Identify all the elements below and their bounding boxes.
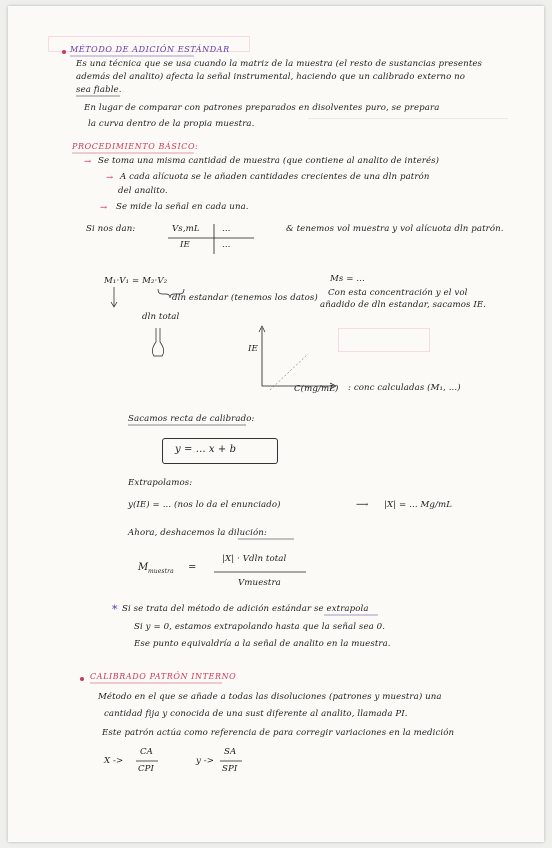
flask-icon [152, 328, 163, 356]
y-numerator: SA [224, 747, 237, 757]
extrapolation-eq: y(IE) = ... (nos lo da el enunciado) [128, 500, 281, 510]
note-line: Ese punto equivaldría a la señal de analito en la muestra. [134, 639, 391, 649]
table-cell: IE [180, 240, 190, 250]
procedure-step: del analito. [118, 186, 168, 196]
x-denominator: CPI [138, 764, 155, 774]
section-heading: CALIBRADO PATRÓN INTERNO [90, 672, 237, 681]
arrow-icon: ⟶ [356, 500, 369, 510]
m-subscript: muestra [148, 568, 174, 575]
extrapolation-result: |X| = ... Mg/mL [384, 500, 453, 510]
fraction-numerator: |X| · Vdln total [222, 554, 287, 564]
data-note: & tenemos vol muestra y vol alícuota dln patrón. [286, 224, 504, 234]
procedure-step: A cada alícuota se le añaden cantidades crecientes de una dln patrón [120, 172, 430, 182]
ms-equation: Ms = ... [330, 274, 365, 284]
text-line: Método en el que se añade a todas las disoluciones (patrones y muestra) una [98, 692, 442, 702]
text-line: En lugar de comparar con patrones preparados en disolventes puro, se prepara [84, 103, 440, 113]
x-definition: X -> [104, 756, 124, 766]
equals-sign: = [188, 562, 197, 573]
regression-formula: y = ... x + b [175, 444, 237, 455]
total-label: dln total [142, 312, 180, 322]
conc-note: añadido de dln estandar, sacamos IE. [320, 300, 487, 310]
procedure-step: Se toma una misma cantidad de muestra (que contiene al analito de interés) [98, 156, 440, 166]
hand-drawn-strokes [8, 6, 544, 842]
graph-note: : conc calculadas (M₁, ...) [348, 383, 461, 393]
data-intro: Si nos dan: [86, 224, 136, 234]
x-numerator: CA [140, 747, 153, 757]
graph-xlabel: C(mg/mL) [294, 384, 339, 394]
graph-axes [262, 328, 334, 386]
table-header: ... [222, 224, 231, 234]
y-definition: y -> [196, 756, 215, 766]
text-line: Este patrón actúa como referencia de para corregir variaciones en la medición [102, 728, 455, 738]
section-heading: MÉTODO DE ADICIÓN ESTÁNDAR [70, 45, 230, 54]
text-line: la curva dentro de la propia muestra. [88, 119, 255, 129]
y-denominator: SPI [222, 764, 238, 774]
graph-line [270, 354, 308, 390]
procedure-step: Se mide la señal en cada una. [116, 202, 249, 212]
fraction-denominator: Vmuestra [238, 578, 281, 588]
m-lhs: M [138, 562, 149, 573]
text-line: además del analito) afecta la señal instrumental, haciendo que un calibrado externo no [76, 72, 466, 82]
note-mark: * [112, 603, 118, 616]
note-line: Si y = 0, estamos extrapolando hasta que la señal sea 0. [134, 622, 386, 632]
std-note: dln estandar (tenemos los datos) [172, 293, 318, 303]
arrow-icon: → [106, 173, 114, 183]
notebook-page [8, 6, 544, 842]
procedure-heading: PROCEDIMIENTO BÁSICO: [72, 142, 199, 151]
extrapolation-intro: Extrapolamos: [128, 478, 193, 488]
table-cell: ... [222, 240, 231, 250]
arrow-icon: → [100, 203, 108, 213]
text-line: Es una técnica que se usa cuando la matriz de la muestra (el resto de sustancias presentes [76, 59, 483, 69]
dilution-equation: M₁·V₁ = M₂·V₂ [104, 276, 168, 286]
text-line: cantidad fija y conocida de una sust diferente al analito, llamada PI. [104, 709, 408, 719]
undo-dilution: Ahora, deshacemos la dilución: [128, 528, 267, 538]
text-line: sea fiable. [76, 85, 122, 95]
arrow-icon: → [84, 157, 92, 167]
table-header: Vs,mL [172, 224, 200, 234]
graph-ylabel: IE [248, 344, 258, 354]
brace [158, 289, 184, 298]
note-line: Si se trata del método de adición estándar se extrapola [122, 604, 369, 614]
conc-note: Con esta concentración y el vol [328, 288, 468, 298]
regression-intro: Sacamos recta de calibrado: [128, 414, 255, 424]
